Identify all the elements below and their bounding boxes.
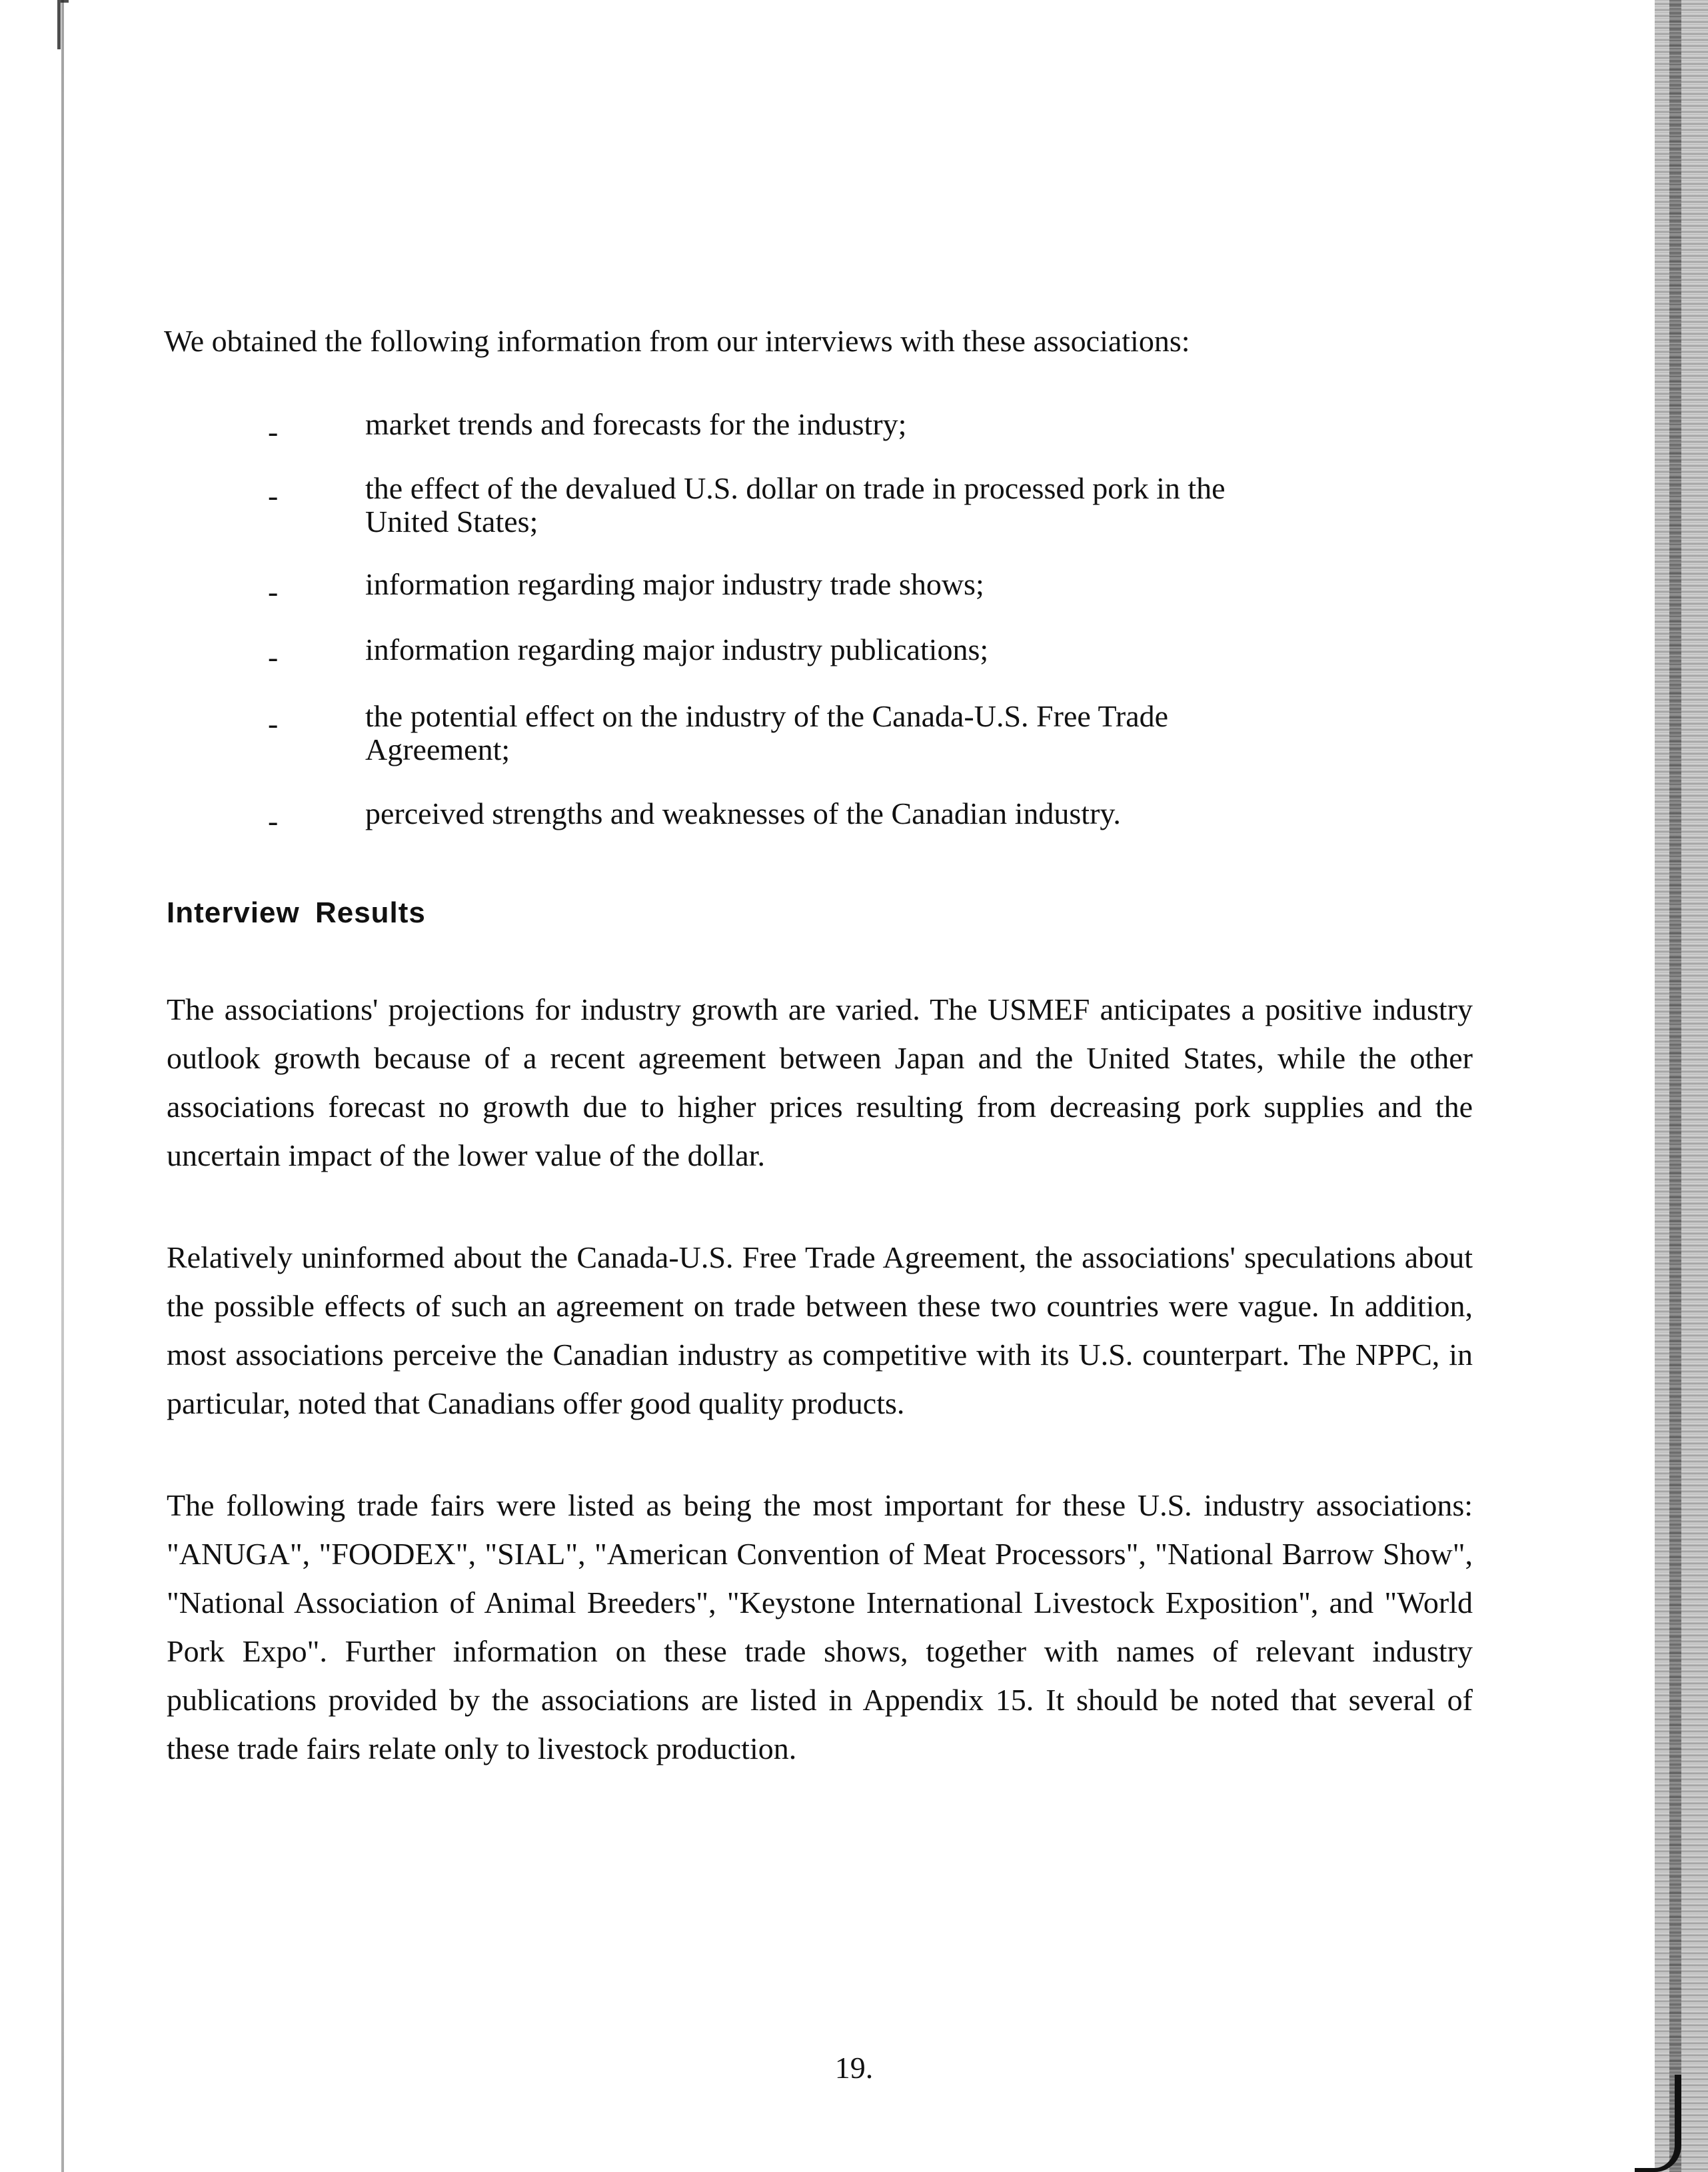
list-item-text: information regarding major industry trade shows;	[365, 567, 984, 601]
list-bullet: -	[268, 574, 279, 608]
list-bullet: -	[268, 706, 279, 740]
page-number: 19.	[834, 2051, 874, 2085]
paragraph: The associations' projections for industry growth are varied. The USMEF anticipates a positive industry outlook growth because of a recent agreement between Japan and the United States, while the other associations forecast no growth due to higher prices resulting from decreasing pork supplies and the uncertain impact of the lower value of the dollar.	[167, 992, 1473, 1172]
scan-right-edge-shadow	[1669, 0, 1681, 2172]
list-bullet: -	[268, 640, 279, 674]
scan-left-corner-mark	[57, 0, 69, 49]
scan-left-edge	[61, 0, 64, 2172]
paragraph: Relatively uninformed about the Canada-U.S. Free Trade Agreement, the associations' speculations about the possible effects of such an agreement on trade between these two countries were vague. In addition, most associations perceive the Canadian industry as competitive with its U.S. counterpart. The NPPC, in particular, noted that Canadians offer good quality products.	[167, 1240, 1473, 1420]
list-item-text: the effect of the devalued U.S. dollar on trade in processed pork in the United States;	[365, 471, 1226, 539]
paragraph: The following trade fairs were listed as being the most important for these U.S. industry associations: "ANUGA", "FOODEX", "SIAL", "American Convention of Meat Processors", "National Barrow Show", "National Association of Animal Breeders", "Keystone International Livestock Exposition", and "World Pork Expo". Further information on these trade shows, together with names of relevant industry publications provided by the associations are listed in Appendix 15. It should be noted that several of these trade fairs relate only to livestock production.	[167, 1488, 1473, 1765]
list-bullet: -	[268, 415, 279, 449]
list-item-text: information regarding major industry publications;	[365, 632, 989, 666]
list-bullet: -	[268, 479, 279, 513]
list-bullet: -	[268, 804, 279, 838]
list-item-text: market trends and forecasts for the industry;	[365, 407, 907, 441]
scan-right-edge	[1655, 0, 1708, 2172]
section-heading: Interview Results	[167, 896, 426, 929]
list-item-text: the potential effect on the industry of the Canada-U.S. Free Trade Agreement;	[365, 699, 1169, 766]
scan-page-curl	[1635, 2075, 1681, 2172]
list-item-text: perceived strengths and weaknesses of the Canadian industry.	[365, 796, 1121, 830]
intro-sentence: We obtained the following information from our interviews with these associations:	[164, 324, 1190, 358]
